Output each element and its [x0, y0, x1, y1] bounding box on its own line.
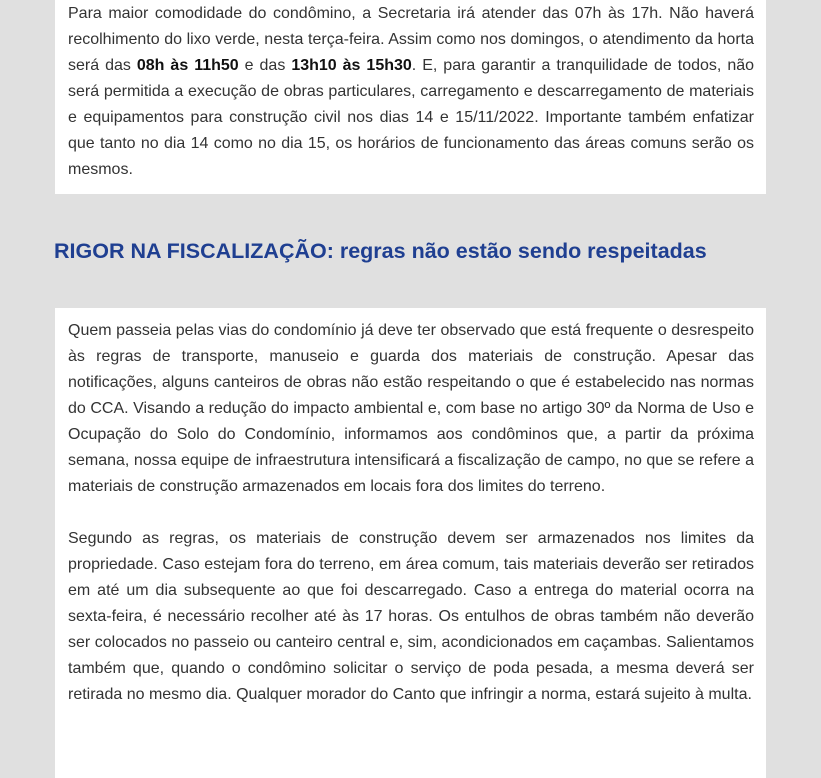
- article-paragraph: Quem passeia pelas vias do condomínio já deve ter observado que está frequente o desrespeito às regras de transporte, manuseio e guarda dos materiais de construção. Apesar das notificações, alguns canteiros de obras não estão respeitando o que é estabelecido nas normas do CCA. Visando a redução do impacto ambiental e, com base no artigo 30º da Norma de Uso e Ocupação do Solo do Condomínio, informamos aos condôminos que, a partir da próxima semana, nossa equipe de infraestrutura intensificará a fiscalização de campo, no que se refere a materiais de construção armazenados em locais fora dos limites do terreno.: [68, 322, 754, 495]
- article-paragraph: Segundo as regras, os materiais de construção devem ser armazenados nos limites da propriedade. Caso estejam fora do terreno, em área comum, tais materiais deverão ser retirados em até um dia subsequente ao que foi descarregado. Caso a entrega do material ocorra na sexta-feira, é necessário recolher até às 17 horas. Os entulhos de obras também não deverão ser colocados no passeio ou canteiro central e, sim, acondicionados em caçambas. Salientamos também que, quando o condômino solicitar o serviço de poda pesada, a mesma deverá ser retirada no mesmo dia. Qualquer morador do Canto que infringir a norma, estará sujeito à multa.: [68, 530, 754, 703]
- notice-text-1: Para maior comodidade do condômino, a Secretaria irá atender das 07h às 17h. Não haverá recolhimento do lixo verde, nesta terça-feira. Assim como nos domingos, o atendimento da horta será das: [68, 5, 754, 74]
- notice-text-2: e das: [238, 57, 292, 74]
- holiday-notice-paragraph: [68, 1, 754, 183]
- notice-text-3: . E, para garantir a tranquilidade de todos, não será permitida a execução de obras particulares, carregamento e descarregamento de materiais e equipamentos para construção civil nos dias 14 e 15/11/2022. Importante também enfatizar que tanto no dia 14 como no dia 15, os horários de funcionamento das áreas comuns serão os mesmos.: [68, 57, 755, 178]
- garden-morning-hours: 08h às 11h50: [136, 57, 239, 74]
- holiday-notice-card: [55, 0, 766, 194]
- garden-afternoon-hours: 13h10 às 15h30: [291, 57, 412, 74]
- article-headline: RIGOR NA FISCALIZAÇÃO: regras não estão sendo respeitadas: [54, 239, 707, 263]
- article-body-card: [55, 308, 766, 778]
